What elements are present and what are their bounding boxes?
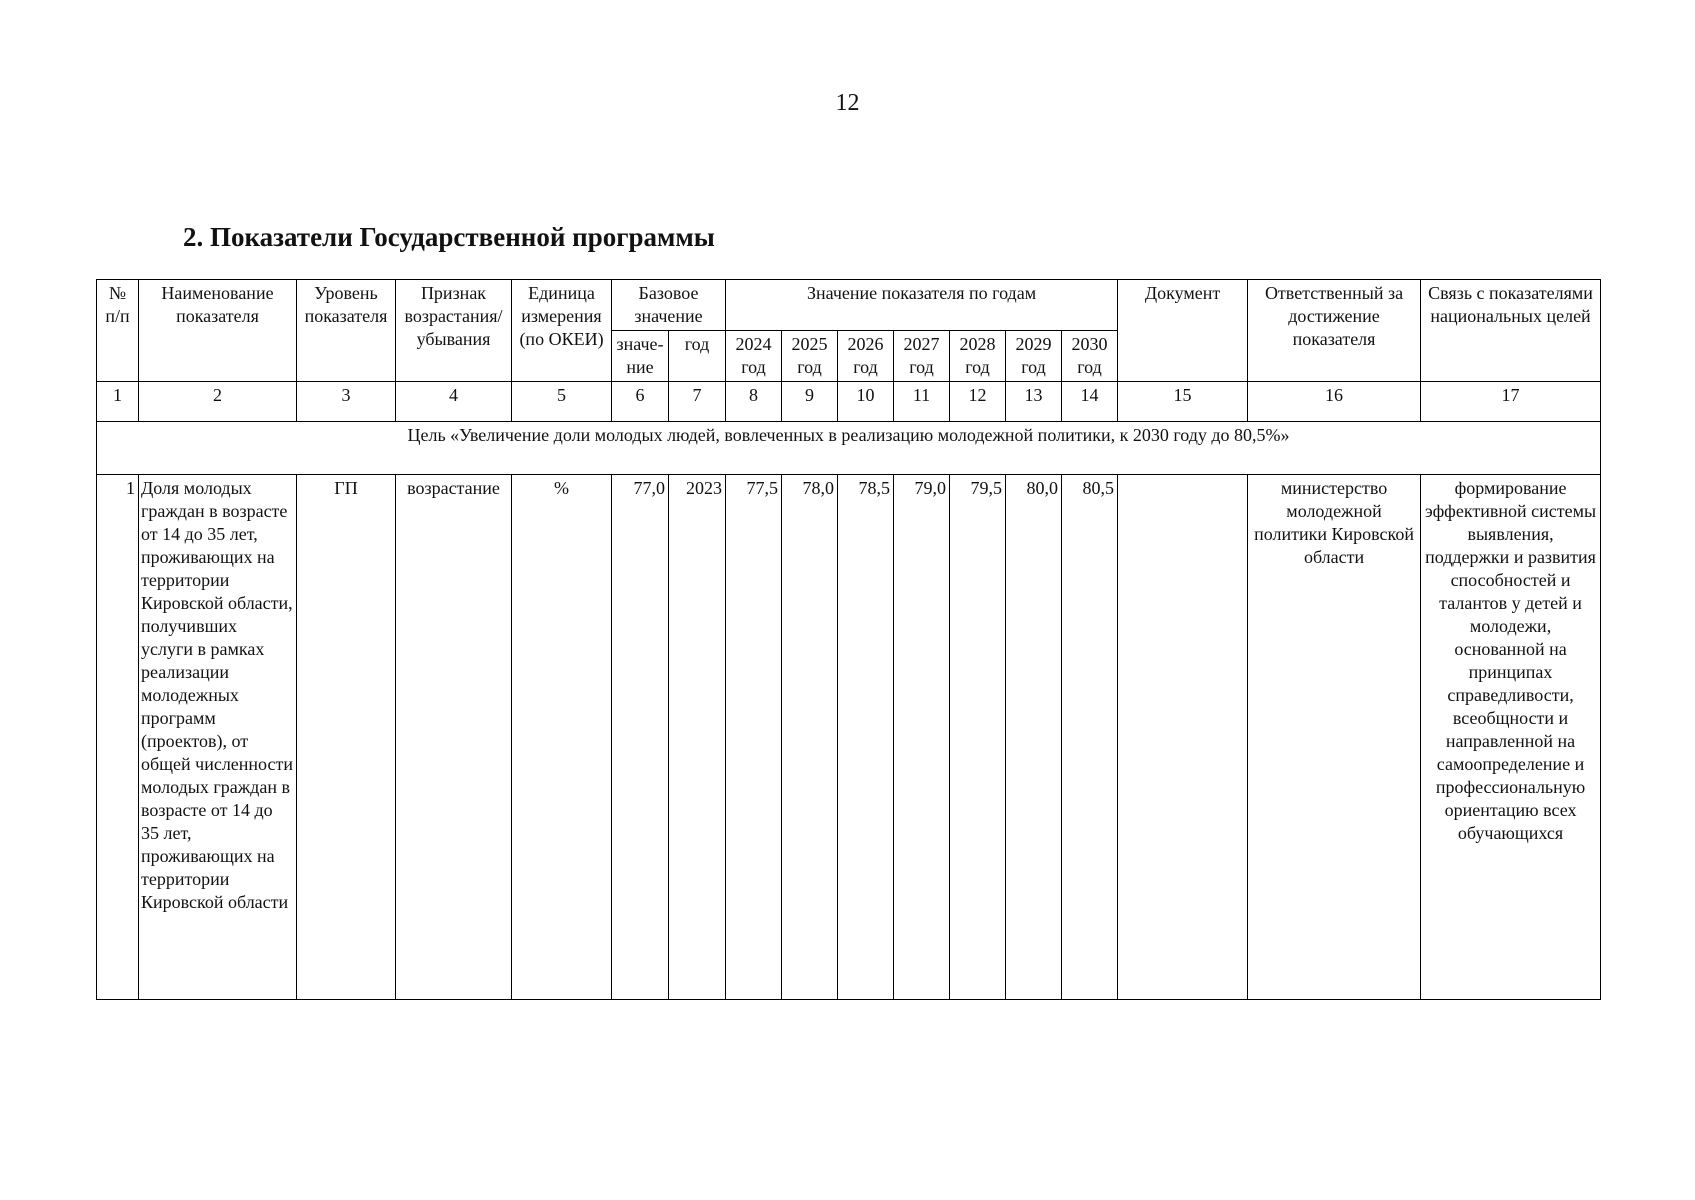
column-number: 15 xyxy=(1118,382,1248,422)
header-year-2025: 2025 год xyxy=(782,331,838,382)
header-values-by-year: Значение показателя по годам xyxy=(726,280,1118,331)
header-sign: Признак возрастания/ убывания xyxy=(396,280,512,382)
header-row xyxy=(97,280,1601,331)
column-number: 16 xyxy=(1248,382,1421,422)
column-number: 7 xyxy=(669,382,726,422)
column-number: 1 xyxy=(97,382,139,422)
goal-text: Цель «Увеличение доли молодых людей, вовлеченных в реализацию молодежной политики, к 2030 году до 80,5%» xyxy=(97,422,1601,475)
row-sign: возрастание xyxy=(396,475,512,1000)
row-responsible: министерство молодежной политики Кировской области xyxy=(1248,475,1421,1000)
column-number: 4 xyxy=(396,382,512,422)
column-number: 10 xyxy=(838,382,894,422)
header-level: Уровень показателя xyxy=(297,280,396,382)
column-number: 11 xyxy=(894,382,950,422)
header-year-2028: 2028 год xyxy=(950,331,1006,382)
page-number: 12 xyxy=(835,90,860,116)
row-num: 1 xyxy=(97,475,139,1000)
header-unit: Единица измерения (по ОКЕИ) xyxy=(512,280,612,382)
indicators-table xyxy=(96,279,1601,1000)
column-number: 6 xyxy=(612,382,669,422)
table-row xyxy=(97,475,1601,1000)
row-document xyxy=(1118,475,1248,1000)
header-num: № п/п xyxy=(97,280,139,382)
column-number: 12 xyxy=(950,382,1006,422)
column-number: 9 xyxy=(782,382,838,422)
row-value-2028: 79,5 xyxy=(950,475,1006,1000)
row-level: ГП xyxy=(297,475,396,1000)
header-year-2029: 2029 год xyxy=(1006,331,1062,382)
column-number: 14 xyxy=(1062,382,1118,422)
row-value-2027: 79,0 xyxy=(894,475,950,1000)
header-base-value: значе-ние xyxy=(612,331,669,382)
column-number: 17 xyxy=(1421,382,1601,422)
row-value-2030: 80,5 xyxy=(1062,475,1118,1000)
header-link: Связь с показателями национальных целей xyxy=(1421,280,1601,382)
column-number: 3 xyxy=(297,382,396,422)
header-year-2027: 2027 год xyxy=(894,331,950,382)
column-number: 5 xyxy=(512,382,612,422)
header-name: Наименование показателя xyxy=(139,280,297,382)
header-year-2026: 2026 год xyxy=(838,331,894,382)
row-value-2025: 78,0 xyxy=(782,475,838,1000)
column-number-row xyxy=(97,382,1601,422)
row-value-2029: 80,0 xyxy=(1006,475,1062,1000)
header-year-2024: 2024 год xyxy=(726,331,782,382)
row-indicator-name: Доля молодых граждан в возрасте от 14 до 35 лет, проживающих на территории Кировской области, получивших услуги в рамках реализации молодежных программ (проектов), от общей численности молодых граждан в возрасте от 14 до 35 лет, проживающих на территории Кировской области xyxy=(139,475,297,1000)
column-number: 13 xyxy=(1006,382,1062,422)
row-base-value: 77,0 xyxy=(612,475,669,1000)
row-national-goals-link: формирование эффективной системы выявления, поддержки и развития способностей и талантов у детей и молодежи, основанной на принципах справедливости, всеобщности и направленной на самоопределение и профессиональную ориентацию всех обучающихся xyxy=(1421,475,1601,1000)
header-responsible: Ответственный за достижение показателя xyxy=(1248,280,1421,382)
row-unit: % xyxy=(512,475,612,1000)
header-base-year: год xyxy=(669,331,726,382)
row-base-year: 2023 xyxy=(669,475,726,1000)
header-base: Базовое значение xyxy=(612,280,726,331)
row-value-2024: 77,5 xyxy=(726,475,782,1000)
goal-row xyxy=(97,422,1601,475)
column-number: 2 xyxy=(139,382,297,422)
column-number: 8 xyxy=(726,382,782,422)
header-document: Документ xyxy=(1118,280,1248,382)
header-year-2030: 2030 год xyxy=(1062,331,1118,382)
section-title: 2. Показатели Государственной программы xyxy=(183,222,715,252)
row-value-2026: 78,5 xyxy=(838,475,894,1000)
